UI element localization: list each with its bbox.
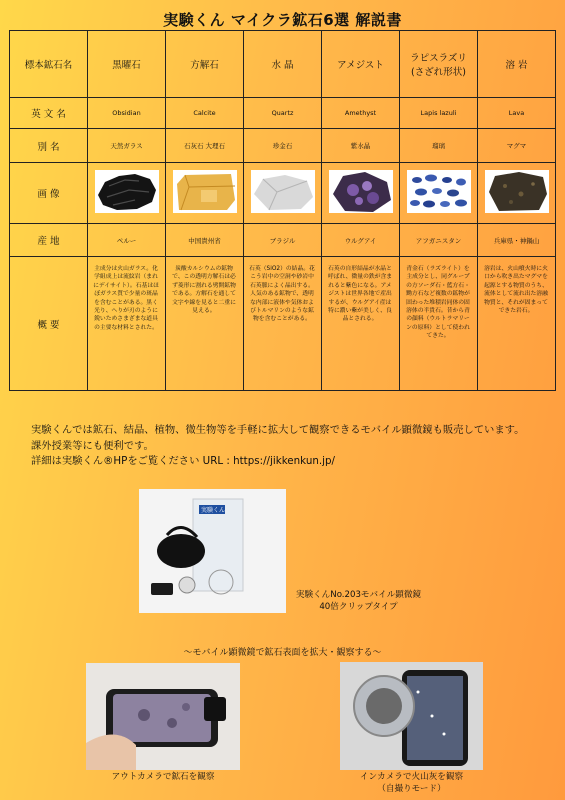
english-name-cell: Amethyst: [322, 98, 400, 129]
product-caption: [286, 589, 431, 613]
alias-cell: 石灰石 大理石: [166, 129, 244, 163]
alias-cell: 天然ガラス: [88, 129, 166, 163]
overview-cell: 青金石（ラズライト）を主成分とし、同グループの方ソーダ石・藍方石・黝方石など複数の鉱物が固わった堆積岩同体の固溶体の半貴石。昔から青の顔料（ウルトラマリーンの原料）として使われてきた。: [400, 257, 478, 391]
origin-cell: ウルグアイ: [322, 224, 400, 257]
origin-cell: アフガニスタン: [400, 224, 478, 257]
mineral-name-amethyst: アメジスト: [322, 31, 400, 98]
image-cell: [400, 163, 478, 224]
image-cell: [244, 163, 322, 224]
mineral-name-obsidian: 黒曜石: [88, 31, 166, 98]
info-line-3: 詳細は実験くん®HPをご覧ください URL : https://jikkenkun.jp/: [31, 455, 336, 467]
amethyst-image: [329, 170, 393, 213]
product-caption-line1: 実験くんNo.203モバイル顕微鏡: [295, 590, 422, 600]
overview-cell: 石英（SiO2）の結晶。花こう岩中の空洞や砂岩中石英脈によく晶出する。人気のある鉱物で、透明な内部に液体や気体およびトルマリンのような鉱物を含むことがある。: [244, 257, 322, 391]
origin-cell: ペルー: [88, 224, 166, 257]
english-name-cell: Lapis lazuli: [400, 98, 478, 129]
product-photo: [139, 489, 286, 613]
origin-cell: ブラジル: [244, 224, 322, 257]
image-cell: [88, 163, 166, 224]
info-line-2: 課外授業等にも便利です。: [31, 439, 154, 452]
lapis-lazuli-image: [407, 170, 471, 213]
alias-cell: 珍金石: [244, 129, 322, 163]
table-row-origin: [10, 224, 556, 257]
row-label-name: 標本鉱石名: [10, 31, 88, 98]
table-row-overview: [10, 257, 556, 391]
quartz-image: [251, 170, 315, 213]
row-label-english: 英 文 名: [10, 98, 88, 129]
mineral-table: [9, 30, 556, 391]
overview-cell: 石英の自形結晶が水晶と呼ばれ、微量の鉄が含まれると紫色になる。アメジストは世界各地で産出するが、ウルグアイ産は特に濃い紫が美しく、良品とされる。: [322, 257, 400, 391]
page-title: 実験くん マイクラ鉱石6選 解説書: [163, 11, 402, 29]
mineral-name-lapis-main: ラピスラズリ: [410, 53, 467, 64]
in-camera-caption-line1: インカメラで火山灰を観察: [359, 772, 464, 782]
image-cell: [478, 163, 556, 224]
microscope-package-image: [139, 489, 286, 613]
info-line-1: 実験くんでは鉱石、結晶、植物、微生物等を手軽に拡大して観察できるモバイル顕微鏡も販売しています。: [31, 424, 525, 436]
mineral-name-lapis: [400, 31, 478, 98]
alias-cell: 紫水晶: [322, 129, 400, 163]
obsidian-image: [95, 170, 159, 213]
out-camera-image: [86, 663, 240, 770]
row-label-image: 画 像: [10, 163, 88, 224]
image-cell: [322, 163, 400, 224]
alias-cell: マグマ: [478, 129, 556, 163]
table-row-english: [10, 98, 556, 129]
calcite-image: [173, 170, 237, 213]
in-camera-photo: [340, 662, 483, 770]
overview-cell: 溶岩は、火山噴火時に火口から吹き出たマグマを起源とする物質のうち、流体として流れ出た溶融物質と、それが固まってできた岩石。: [478, 257, 556, 391]
lava-image: [485, 170, 549, 213]
alias-cell: 瑠璃: [400, 129, 478, 163]
english-name-cell: Obsidian: [88, 98, 166, 129]
out-camera-photo: [86, 663, 240, 770]
table-row-image: [10, 163, 556, 224]
row-label-overview: 概 要: [10, 257, 88, 391]
mineral-name-quartz: 水 晶: [244, 31, 322, 98]
english-name-cell: Lava: [478, 98, 556, 129]
origin-cell: 兵庫県・神鍋山: [478, 224, 556, 257]
english-name-cell: Calcite: [166, 98, 244, 129]
package-label: 実験くん: [201, 507, 226, 514]
out-camera-caption: アウトカメラで鉱石を観察: [111, 772, 215, 782]
mineral-name-lava: 溶 岩: [478, 31, 556, 98]
mineral-name-lapis-sub: (さざれ形状): [411, 67, 466, 78]
row-label-origin: 産 地: [10, 224, 88, 257]
row-label-alias: 別 名: [10, 129, 88, 163]
table-row-alias: [10, 129, 556, 163]
image-cell: [166, 163, 244, 224]
overview-cell: 主成分は火山ガラス。化学組成上は流紋岩（まれにデイサイト）。石基はほぼガラス質で少量の斑晶を含むことがある。黒く光り、へりが刃のように鋭いためさまざまな道具の主要な材料とされた。: [88, 257, 166, 391]
origin-cell: 中国貴州省: [166, 224, 244, 257]
info-paragraph: [31, 423, 524, 470]
table-row-name: [10, 31, 556, 98]
product-caption-line2: 40倍クリップタイプ: [319, 602, 398, 612]
english-name-cell: Quartz: [244, 98, 322, 129]
in-camera-image: [340, 662, 483, 770]
section-heading: 〜モバイル顕微鏡で鉱石表面を拡大・観察する〜: [183, 648, 382, 658]
in-camera-caption-line2: （自撮りモード）: [377, 784, 446, 794]
overview-cell: 炭酸カルシウムの鉱物で、この透明方解石は必ず菱形に割れる劈開鉱物である。方解石を通して文字や線を見ると二重に見える。: [166, 257, 244, 391]
mineral-name-calcite: 方解石: [166, 31, 244, 98]
in-camera-caption: [340, 771, 483, 795]
